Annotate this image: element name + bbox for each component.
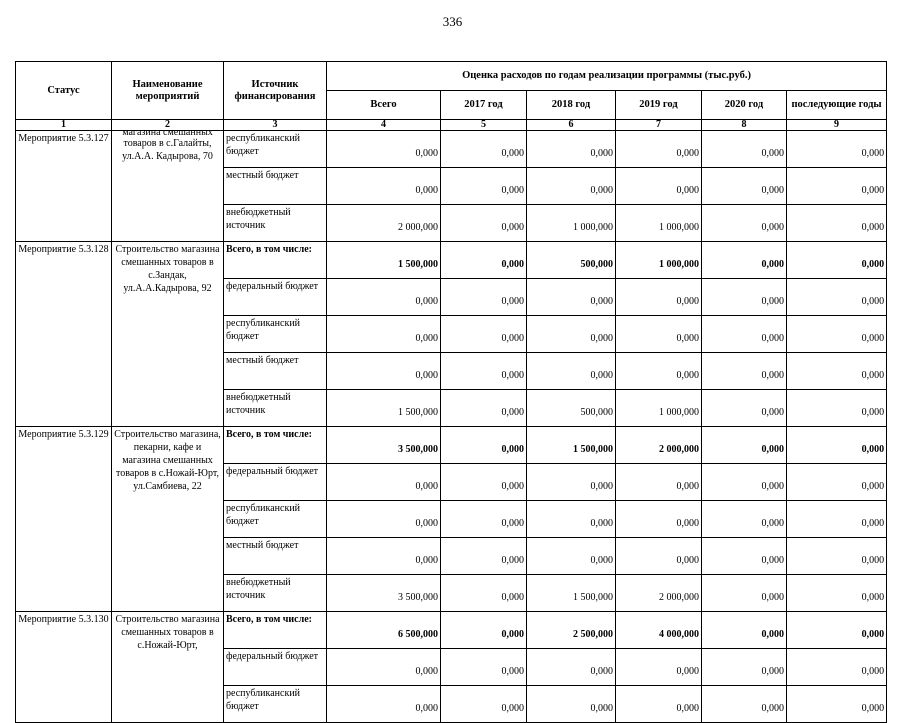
col-number: 7: [616, 120, 702, 131]
event-name-cut-line: магазина смешанных: [122, 127, 213, 138]
col-number: 8: [702, 120, 787, 131]
amount-cell: 0,000: [441, 612, 527, 649]
event-name-cell: [112, 612, 224, 723]
amount-cell: 0,000: [702, 501, 787, 538]
col-number: 2: [112, 120, 224, 131]
header-name: Наименование мероприятий: [112, 62, 224, 120]
amount-cell: 0,000: [527, 464, 616, 501]
amount-cell: 0,000: [327, 538, 441, 575]
event-name-text: товаров в с.Галайты, ул.А.А. Кадырова, 70: [122, 138, 213, 162]
amount-cell: 0,000: [527, 131, 616, 168]
status-cell: Мероприятие 5.3.130: [16, 612, 112, 723]
amount-cell: 0,000: [787, 205, 887, 242]
amount-cell: 3 500,000: [327, 427, 441, 464]
funding-source-cell: местный бюджет: [224, 538, 327, 575]
amount-cell: 500,000: [527, 242, 616, 279]
table-row: [16, 612, 887, 649]
amount-cell: 0,000: [702, 242, 787, 279]
funding-source-cell: федеральный бюджет: [224, 279, 327, 316]
budget-table: [15, 61, 887, 723]
amount-cell: 1 000,000: [527, 205, 616, 242]
funding-source-cell: Всего, в том числе:: [224, 427, 327, 464]
event-name-text: Строительство магазина смешанных товаров в с.Зандак, ул.А.А.Кадырова, 92: [115, 244, 220, 294]
funding-source-cell: местный бюджет: [224, 353, 327, 390]
funding-source-cell: республиканский бюджет: [224, 686, 327, 723]
amount-cell: 0,000: [327, 131, 441, 168]
amount-cell: 0,000: [702, 464, 787, 501]
funding-source-cell: республиканский бюджет: [224, 316, 327, 353]
amount-cell: 0,000: [616, 464, 702, 501]
amount-cell: 0,000: [616, 131, 702, 168]
event-name-text: Строительство магазина смешанных товаров в с.Ножай-Юрт,: [115, 614, 220, 651]
amount-cell: 0,000: [702, 205, 787, 242]
funding-source-cell: внебюджетный источник: [224, 205, 327, 242]
amount-cell: 0,000: [527, 279, 616, 316]
funding-source-cell: Всего, в том числе:: [224, 242, 327, 279]
amount-cell: 0,000: [616, 353, 702, 390]
amount-cell: 0,000: [702, 649, 787, 686]
table-row: [16, 427, 887, 464]
amount-cell: 0,000: [702, 131, 787, 168]
amount-cell: 0,000: [441, 205, 527, 242]
amount-cell: 0,000: [702, 353, 787, 390]
amount-cell: 0,000: [787, 686, 887, 723]
amount-cell: 0,000: [702, 427, 787, 464]
amount-cell: 0,000: [441, 501, 527, 538]
amount-cell: 0,000: [787, 279, 887, 316]
amount-cell: 0,000: [702, 316, 787, 353]
amount-cell: 0,000: [787, 427, 887, 464]
status-cell: Мероприятие 5.3.127: [16, 131, 112, 242]
amount-cell: 0,000: [787, 501, 887, 538]
amount-cell: 0,000: [527, 538, 616, 575]
amount-cell: 0,000: [527, 316, 616, 353]
amount-cell: 3 500,000: [327, 575, 441, 612]
funding-source-cell: федеральный бюджет: [224, 649, 327, 686]
header-year-2018: 2018 год: [527, 91, 616, 120]
amount-cell: 0,000: [327, 501, 441, 538]
amount-cell: 0,000: [787, 538, 887, 575]
funding-source-cell: местный бюджет: [224, 168, 327, 205]
amount-cell: 0,000: [327, 168, 441, 205]
amount-cell: 0,000: [327, 316, 441, 353]
amount-cell: 4 000,000: [616, 612, 702, 649]
amount-cell: 0,000: [527, 168, 616, 205]
funding-source-cell: республиканский бюджет: [224, 501, 327, 538]
amount-cell: 0,000: [787, 168, 887, 205]
amount-cell: 0,000: [527, 501, 616, 538]
col-number: 4: [327, 120, 441, 131]
col-number: 6: [527, 120, 616, 131]
status-cell: Мероприятие 5.3.129: [16, 427, 112, 612]
amount-cell: 0,000: [327, 353, 441, 390]
col-number: 9: [787, 120, 887, 131]
amount-cell: 0,000: [702, 612, 787, 649]
amount-cell: 1 000,000: [616, 242, 702, 279]
col-number: 1: [16, 120, 112, 131]
funding-source-cell: федеральный бюджет: [224, 464, 327, 501]
amount-cell: 0,000: [441, 353, 527, 390]
amount-cell: 0,000: [527, 686, 616, 723]
amount-cell: 0,000: [327, 649, 441, 686]
amount-cell: 0,000: [787, 464, 887, 501]
event-name-cell: [112, 127, 224, 242]
amount-cell: 1 500,000: [527, 575, 616, 612]
amount-cell: 2 500,000: [527, 612, 616, 649]
amount-cell: 0,000: [702, 279, 787, 316]
event-name-cell: [112, 242, 224, 427]
amount-cell: 2 000,000: [616, 575, 702, 612]
header-year-later: последующие годы: [787, 91, 887, 120]
funding-source-cell: внебюджетный источник: [224, 575, 327, 612]
amount-cell: 0,000: [441, 575, 527, 612]
budget-table-container: [15, 61, 886, 714]
amount-cell: 0,000: [441, 427, 527, 464]
amount-cell: 0,000: [441, 279, 527, 316]
table-row: [16, 242, 887, 279]
header-year-2020: 2020 год: [702, 91, 787, 120]
amount-cell: 500,000: [527, 390, 616, 427]
amount-cell: 0,000: [441, 131, 527, 168]
amount-cell: 2 000,000: [616, 427, 702, 464]
amount-cell: 0,000: [441, 390, 527, 427]
amount-cell: 0,000: [787, 353, 887, 390]
page-number: 336: [442, 14, 463, 29]
amount-cell: 0,000: [702, 538, 787, 575]
amount-cell: 0,000: [616, 538, 702, 575]
amount-cell: 0,000: [441, 242, 527, 279]
col-number: 5: [441, 120, 527, 131]
amount-cell: 0,000: [787, 390, 887, 427]
amount-cell: 0,000: [616, 279, 702, 316]
amount-cell: 0,000: [327, 464, 441, 501]
header-source: Источник финансирования: [224, 62, 327, 120]
status-cell: Мероприятие 5.3.128: [16, 242, 112, 427]
amount-cell: 1 000,000: [616, 390, 702, 427]
amount-cell: 0,000: [787, 649, 887, 686]
header-year-2019: 2019 год: [616, 91, 702, 120]
col-number: 3: [224, 120, 327, 131]
amount-cell: 0,000: [787, 575, 887, 612]
amount-cell: 0,000: [441, 686, 527, 723]
amount-cell: 1 000,000: [616, 205, 702, 242]
amount-cell: 1 500,000: [327, 390, 441, 427]
header-estimate: Оценка расходов по годам реализации программы (тыс.руб.): [327, 62, 887, 91]
funding-source-cell: Всего, в том числе:: [224, 612, 327, 649]
amount-cell: 0,000: [616, 686, 702, 723]
amount-cell: 1 500,000: [327, 242, 441, 279]
amount-cell: 0,000: [616, 501, 702, 538]
event-name-cell: [112, 427, 224, 612]
amount-cell: 0,000: [616, 649, 702, 686]
header-year-2017: 2017 год: [441, 91, 527, 120]
amount-cell: 0,000: [441, 649, 527, 686]
amount-cell: 0,000: [702, 686, 787, 723]
amount-cell: 0,000: [616, 168, 702, 205]
amount-cell: 0,000: [616, 316, 702, 353]
header-status: Статус: [16, 62, 112, 120]
amount-cell: 0,000: [702, 168, 787, 205]
amount-cell: 0,000: [441, 464, 527, 501]
amount-cell: 0,000: [527, 353, 616, 390]
table-row: [16, 131, 887, 168]
amount-cell: 0,000: [441, 538, 527, 575]
amount-cell: 0,000: [787, 131, 887, 168]
amount-cell: 1 500,000: [527, 427, 616, 464]
amount-cell: 0,000: [787, 242, 887, 279]
amount-cell: 0,000: [441, 316, 527, 353]
amount-cell: 0,000: [327, 279, 441, 316]
event-name-text: Строительство магазина, пекарни, кафе и магазина смешанных товаров в с.Ножай-Юрт, ул.Самбиева, 22: [114, 429, 221, 492]
amount-cell: 0,000: [527, 649, 616, 686]
amount-cell: 2 000,000: [327, 205, 441, 242]
amount-cell: 6 500,000: [327, 612, 441, 649]
header-year-total: Всего: [327, 91, 441, 120]
amount-cell: 0,000: [702, 575, 787, 612]
amount-cell: 0,000: [787, 316, 887, 353]
amount-cell: 0,000: [702, 390, 787, 427]
amount-cell: 0,000: [441, 168, 527, 205]
amount-cell: 0,000: [787, 612, 887, 649]
funding-source-cell: республиканский бюджет: [224, 131, 327, 168]
amount-cell: 0,000: [327, 686, 441, 723]
funding-source-cell: внебюджетный источник: [224, 390, 327, 427]
